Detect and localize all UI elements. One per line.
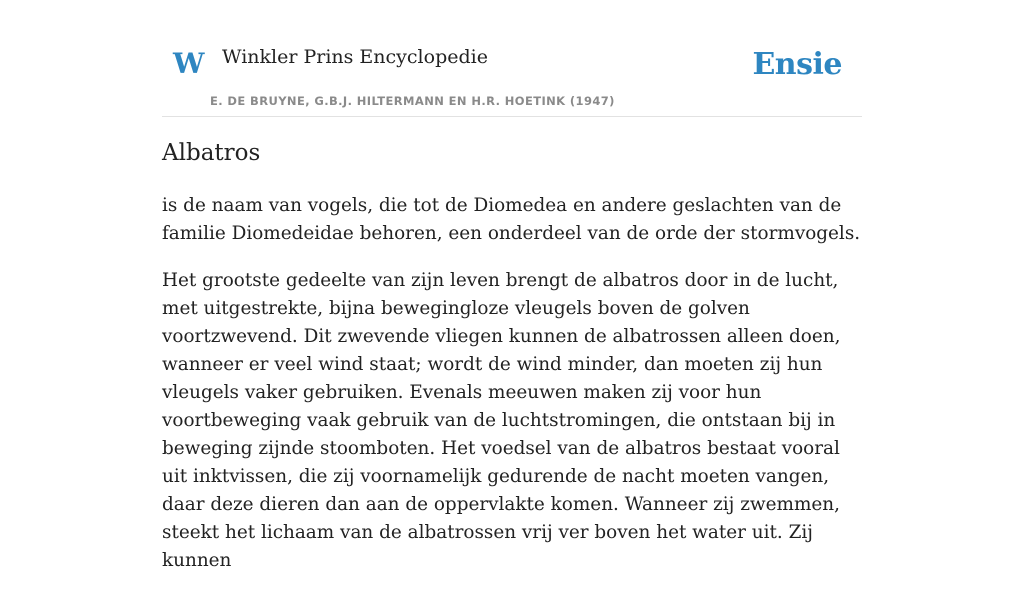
winkler-prins-logo[interactable]: W [173,47,205,80]
article-body [162,192,862,594]
authors-line: E. DE BRUYNE, G.B.J. HILTERMANN EN H.R. HOETINK (1947) [210,94,615,108]
ensie-logo[interactable]: Ensie [752,47,842,82]
article-paragraph-1: is de naam van vogels, die tot de Diomedea en andere geslachten van de familie Diomedeidae behoren, een onderdeel van de orde der stormvogels. [162,195,861,244]
article-title: Albatros [162,140,261,166]
site-header [162,0,862,117]
article-paragraph-2: Het grootste gedeelte van zijn leven brengt de albatros door in de lucht, met uitgestrekte, bijna bewegingloze vleugels boven de golven voortzwevend. Dit zwevende vliegen kunnen de albatrossen alleen doen, wanneer er veel wind staat; wordt de wind minder, dan moeten zij hun vleugels vaker gebruiken. Evenals meeuwen maken zij voor hun voortbeweging vaak gebruik van de luchtstromingen, die ontstaan bij in beweging zijnde stoomboten. Het voedsel van de albatros bestaat vooral uit inktvissen, die zij voornamelijk gedurende de nacht moeten vangen, daar deze dieren dan aan de oppervlakte komen. Wanneer zij zwemmen, steekt het lichaam van de albatrossen vrij ver boven het water uit. Zij kunnen [162,270,841,571]
encyclopedia-name[interactable]: Winkler Prins Encyclopedie [222,46,488,68]
